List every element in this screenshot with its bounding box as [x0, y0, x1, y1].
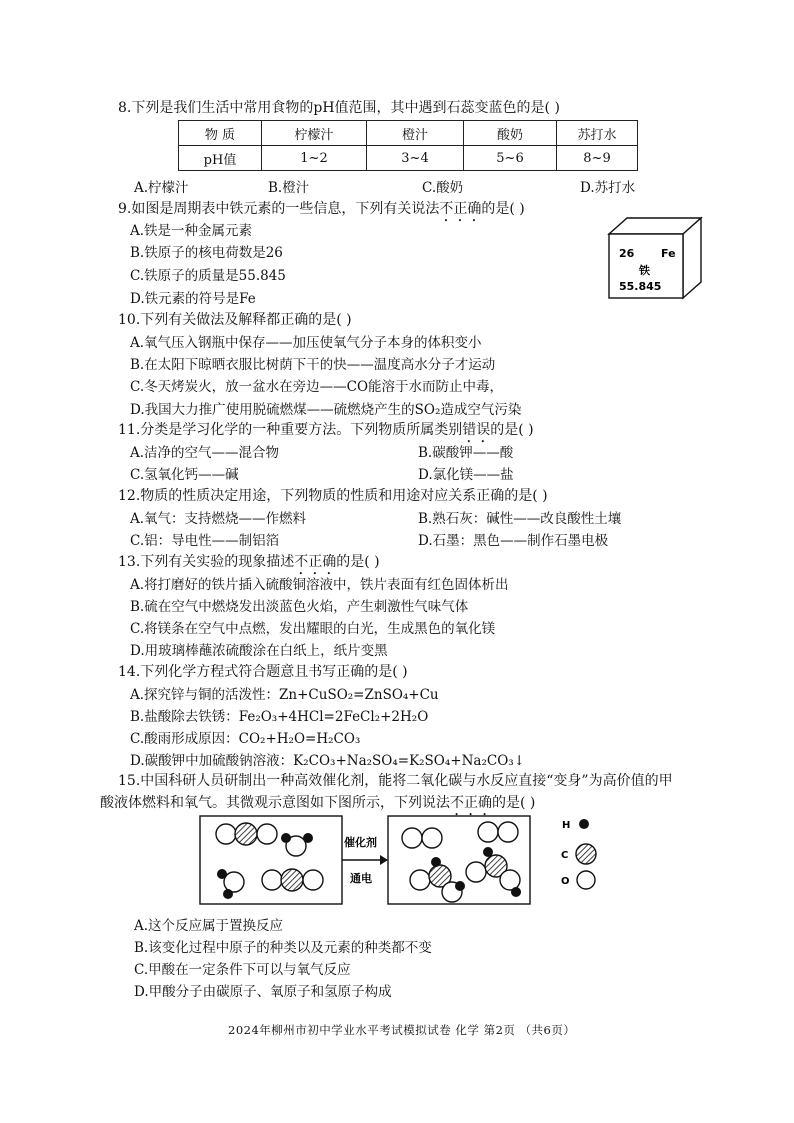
element-symbol: Fe: [661, 247, 676, 260]
q12-stem: 12.物质的性质决定用途，下列物质的性质和用途对应关系正确的是( ): [118, 488, 548, 504]
q13-option-b: B.硫在空气中燃烧发出淡蓝色火焰，产生刺激性气味气体: [130, 599, 469, 615]
hydrogen-atom-icon: [579, 819, 589, 829]
page-footer: 2024年柳州市初中学业水平考试模拟试卷 化学 第2页 （共6页）: [228, 1023, 576, 1037]
stem-text: 13.下列有关实验的现象描述: [118, 554, 295, 570]
q12-option-c: C.铝：导电性——制铝箔: [130, 533, 280, 549]
stem-text: 的是( ): [336, 554, 380, 570]
table-cell: 柠檬汁: [262, 121, 367, 146]
q10-stem: 10.下列有关做法及解释都正确的是( ): [118, 312, 352, 328]
q15-option-b: B.该变化过程中原子的种类以及元素的种类都不变: [134, 940, 432, 956]
ph-table: [178, 120, 638, 171]
element-name: 铁: [639, 264, 650, 277]
q12-option-a: A.氧气：支持燃烧——作燃料: [130, 511, 307, 527]
table-cell: pH值: [179, 146, 262, 171]
q8-option-d: D.苏打水: [580, 180, 636, 196]
table-header-row: [179, 121, 638, 146]
q14-option-c: C.酸雨形成原因：CO₂+H₂O=H₂CO₃: [130, 731, 361, 747]
legend-o-label: O: [561, 876, 570, 887]
q8-option-c: C.酸奶: [422, 180, 464, 196]
table-row: [179, 146, 638, 171]
table-cell: 1~2: [262, 146, 367, 171]
q13-option-a: A.将打磨好的铁片插入硫酸铜溶液中，铁片表面有红色固体析出: [130, 577, 509, 593]
q13-option-c: C.将镁条在空气中点燃，发出耀眼的白光，生成黑色的氧化镁: [130, 621, 496, 637]
table-cell: 酸奶: [464, 121, 557, 146]
table-cell: 5~6: [464, 146, 557, 171]
electricity-label: 通电: [350, 872, 372, 885]
atomic-mass: 55.845: [619, 280, 662, 293]
table-cell: 8~9: [557, 146, 638, 171]
q10-option-c: C.冬天烤炭火，放一盆水在旁边——CO能溶于水而防止中毒，: [130, 379, 504, 395]
q12-option-d: D.石墨：黑色——制作石墨电极: [418, 533, 609, 549]
q9-option-b: B.铁原子的核电荷数是26: [130, 245, 283, 261]
q14-option-b: B.盐酸除去铁锈：Fe₂O₃+4HCl=2FeCl₂+2H₂O: [130, 709, 429, 725]
q15-option-d: D.甲酸分子由碳原子、氧原子和氢原子构成: [134, 984, 392, 1000]
q14-stem: 14.下列化学方程式符合题意且书写正确的是( ): [118, 664, 408, 680]
table-cell: 苏打水: [557, 121, 638, 146]
q11-option-d: D.氯化镁——盐: [418, 467, 514, 483]
table-cell: 橙汁: [367, 121, 464, 146]
q9-option-d: D.铁元素的符号是Fe: [130, 291, 256, 307]
stem-text: 的是( ): [481, 201, 525, 217]
q14-option-d: D.碳酸钾中加硫酸钠溶液：K₂CO₃+Na₂SO₄=K₂SO₄+Na₂CO₃↓: [130, 753, 525, 769]
q13-option-d: D.用玻璃棒蘸浓硫酸涂在白纸上，纸片变黑: [130, 643, 388, 659]
emphasis-text: 错误: [462, 422, 491, 438]
micro-reaction-diagram: [190, 812, 620, 912]
q9-option-a: A.铁是一种金属元素: [130, 223, 253, 239]
q12-option-b: B.熟石灰：碱性——改良酸性土壤: [418, 511, 622, 527]
q15-option-a: A.这个反应属于置换反应: [134, 918, 284, 934]
q8-option-b: B.橙汁: [268, 180, 310, 196]
stem-text: 9.如图是周期表中铁元素的一些信息，下列有关说法: [118, 201, 440, 217]
q15-option-c: C.甲酸在一定条件下可以与氧气反应: [134, 962, 351, 978]
stem-text: 的是( ): [492, 795, 536, 811]
q10-option-d: D.我国大力推广使用脱硫燃煤——硫燃烧产生的SO₂造成空气污染: [130, 402, 522, 418]
q8-stem: 8.下列是我们生活中常用食物的pH值范围，其中遇到石蕊变蓝色的是( ): [118, 100, 560, 116]
q10-option-a: A.氧气压入钢瓶中保存——加压使氧气分子本身的体积变小: [130, 335, 482, 351]
stem-text: 11.分类是学习化学的一种重要方法。下列物质所属类别: [118, 422, 463, 438]
q11-option-c: C.氢氧化钙——碱: [130, 467, 239, 483]
q9-option-c: C.铁原子的质量是55.845: [130, 268, 286, 284]
q14-option-a: A.探究锌与铜的活泼性：Zn+CuSO₂=ZnSO₄+Cu: [130, 687, 439, 703]
atomic-number: 26: [619, 247, 635, 260]
catalyst-label: 催化剂: [344, 836, 377, 849]
iron-element-cell: [605, 214, 705, 300]
stem-text: 的是( ): [490, 422, 534, 438]
emphasis-text: 不正确: [439, 201, 482, 217]
legend-c-label: C: [561, 850, 569, 861]
emphasis-text: 不正确: [294, 554, 337, 570]
oxygen-atom-icon: [577, 871, 595, 889]
q11-option-a: A.洁净的空气——混合物: [130, 445, 280, 461]
q8-option-a: A.柠檬汁: [134, 180, 189, 196]
legend-h-label: H: [562, 820, 571, 831]
q11-option-b: B.碳酸钾——酸: [418, 445, 514, 461]
table-cell: 物 质: [179, 121, 262, 146]
q15-stem-line1: 15.中国科研人员研制出一种高效催化剂，能将二氧化碳与水反应直接“变身”为高价值的甲: [118, 773, 673, 789]
table-cell: 3~4: [367, 146, 464, 171]
stem-text: 酸液体燃料和氧气。其微观示意图如下图所示，下列说法: [100, 795, 450, 811]
emphasis-text: 不正确: [450, 795, 492, 811]
q10-option-b: B.在太阳下晾晒衣服比树荫下干的快——温度高水分子才运动: [130, 357, 496, 373]
carbon-atom-icon: [576, 844, 596, 864]
